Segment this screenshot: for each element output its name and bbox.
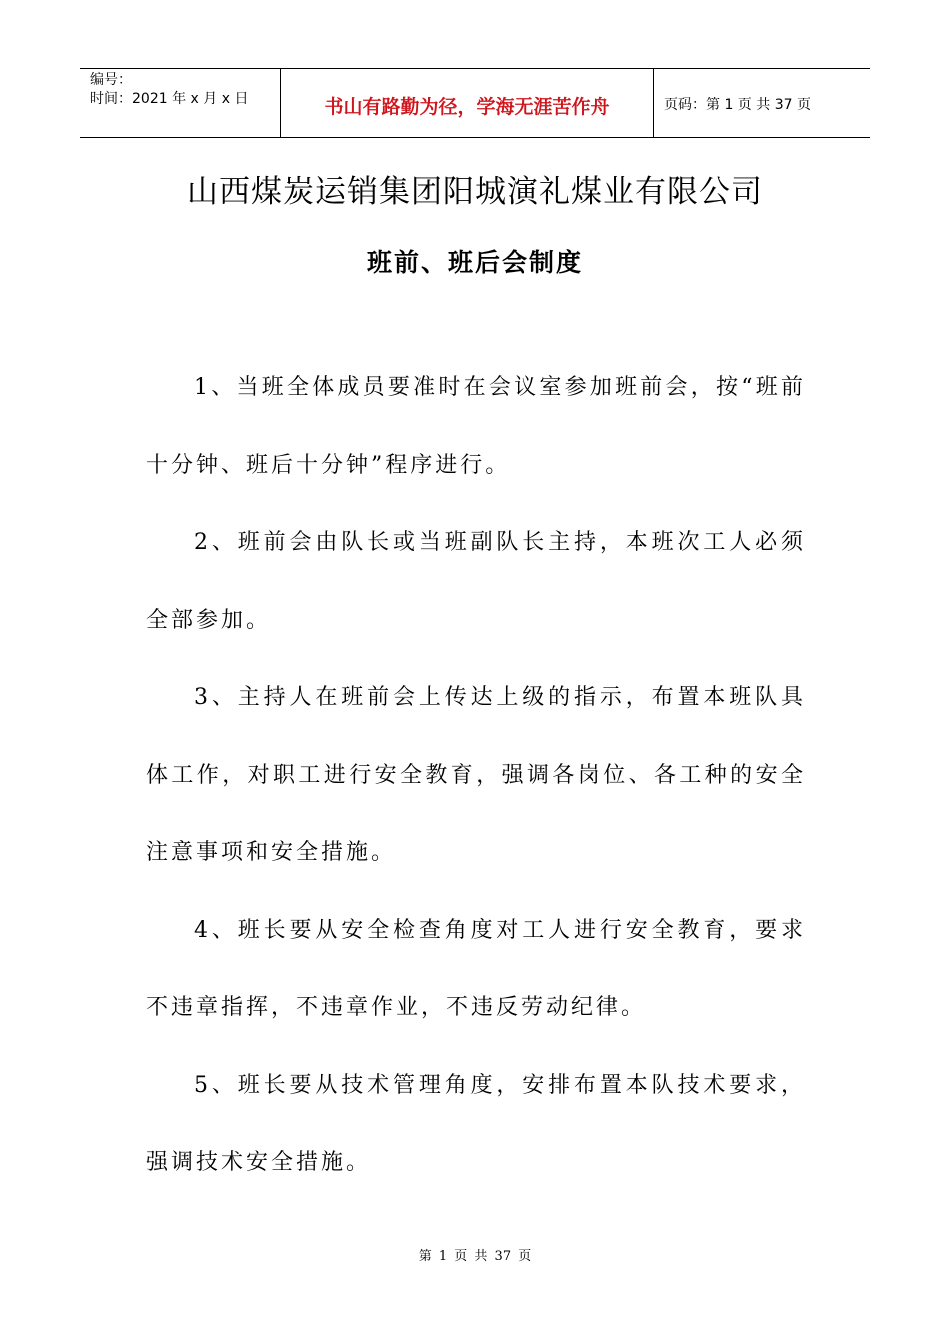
paragraph-4: 4、班长要从安全检查角度对工人进行安全教育，要求不违章指挥，不违章作业，不违反劳动纪律。 (146, 917, 806, 1020)
page-footer: 第 1 页 共 37 页 (418, 1249, 532, 1264)
paragraph-3: 3、主持人在班前会上传达上级的指示，布置本班队具体工作，对职工进行安全教育，强调各岗位、各工种的安全注意事项和安全措施。 (146, 685, 806, 865)
document-title: 班前、班后会制度 (366, 248, 583, 277)
header-motto: 书山有路勤为径，学海无涯苦作舟 (281, 69, 654, 137)
document-date-label: 时间：2021 年 x 月 x 日 (90, 91, 249, 107)
paragraph-1: 1、当班全体成员要准时在会议室参加班前会，按“班前十分钟、班后十分钟”程序进行。 (146, 375, 806, 478)
header-page-info: 页码：第 1 页 共 37 页 (664, 97, 811, 113)
document-header (80, 68, 870, 138)
header-meta-cell (80, 69, 281, 137)
company-name: 山西煤炭运销集团阳城演礼煤业有限公司 (187, 174, 763, 210)
document-number-label: 编号： (90, 72, 132, 88)
document-body (146, 349, 806, 1202)
paragraph-5: 5、班长要从技术管理角度，安排布置本队技术要求，强调技术安全措施。 (146, 1072, 806, 1175)
paragraph-2: 2、班前会由队长或当班副队长主持，本班次工人必须全部参加。 (146, 530, 806, 633)
